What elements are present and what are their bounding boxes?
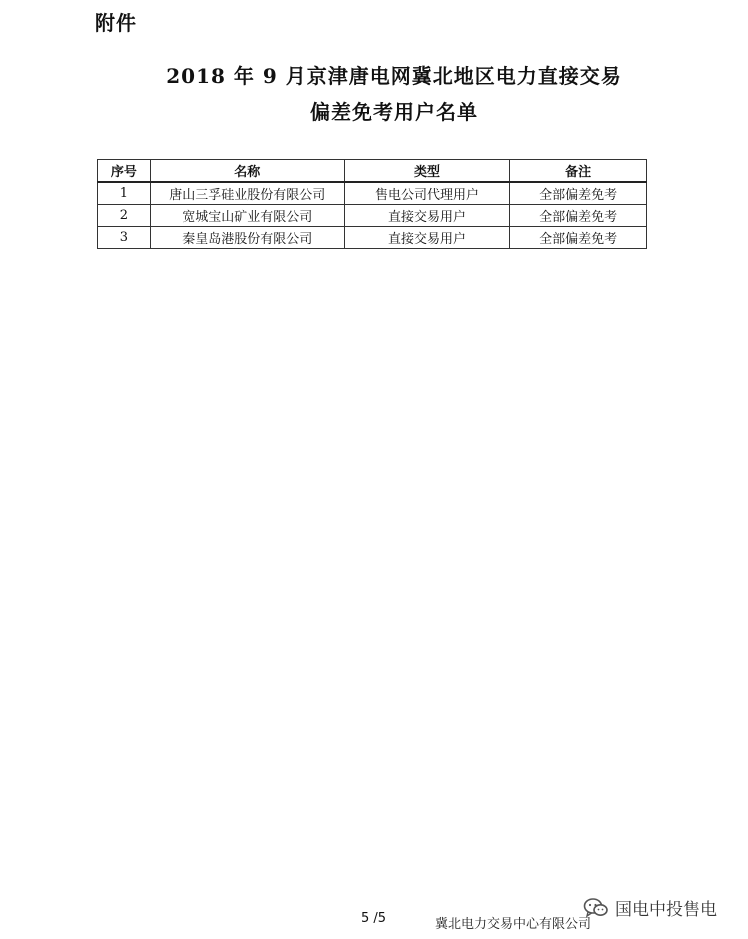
cell-no: 3: [98, 227, 151, 249]
cell-name: 宽城宝山矿业有限公司: [150, 205, 344, 227]
cell-type: 直接交易用户: [344, 205, 510, 227]
issuer-name: 冀北电力交易中心有限公司: [435, 917, 592, 932]
cell-type: 直接交易用户: [344, 227, 510, 249]
wechat-watermark: [583, 895, 717, 920]
cell-name: 秦皇岛港股份有限公司: [150, 227, 344, 249]
cell-no: 2: [98, 205, 151, 227]
column-header-no: 序号: [98, 160, 151, 183]
watermark-text: 国电中投售电: [615, 900, 717, 920]
exemption-table: [97, 159, 647, 249]
attachment-label: 附件: [95, 11, 137, 35]
cell-note: 全部偏差免考: [510, 182, 647, 205]
column-header-note: 备注: [510, 160, 647, 183]
cell-no: 1: [98, 182, 151, 205]
table-row: [98, 205, 647, 227]
page-number: 5 /5: [361, 911, 387, 926]
cell-note: 全部偏差免考: [510, 227, 647, 249]
cell-type: 售电公司代理用户: [344, 182, 510, 205]
table-row: [98, 182, 647, 205]
document-title-line1: 2018 年 9 月京津唐电网冀北地区电力直接交易: [166, 64, 622, 88]
cell-note: 全部偏差免考: [510, 205, 647, 227]
table-header-row: [98, 160, 647, 183]
table-row: [98, 227, 647, 249]
column-header-type: 类型: [344, 160, 510, 183]
document-title-line2: 偏差免考用户名单: [310, 100, 478, 124]
cell-name: 唐山三孚硅业股份有限公司: [150, 182, 344, 205]
column-header-name: 名称: [150, 160, 344, 183]
